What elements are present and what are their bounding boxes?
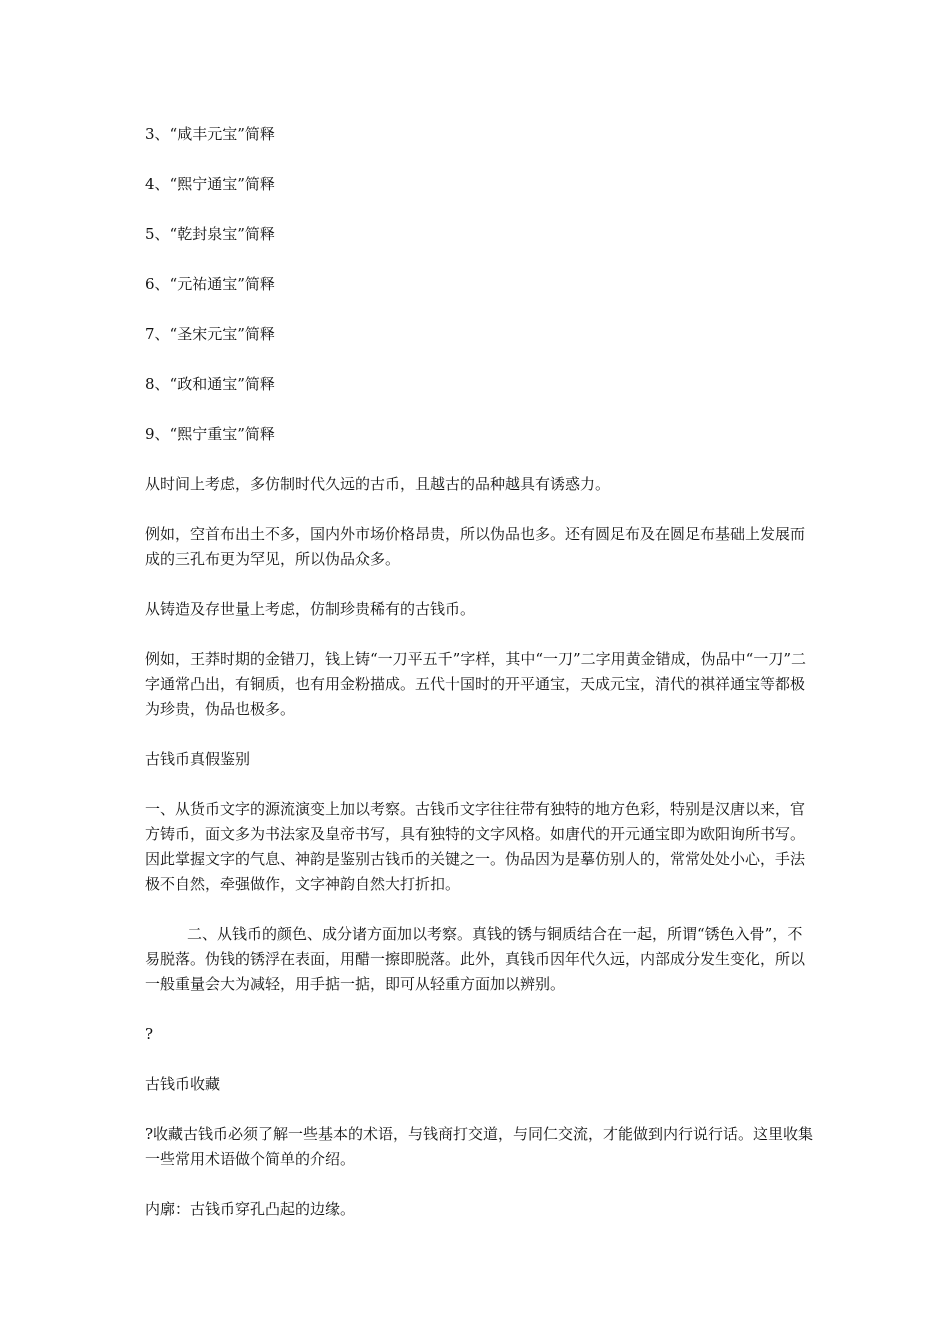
list-item-yuanyou: 6、“元祐通宝”简释 bbox=[145, 275, 275, 293]
list-item-zhenghe: 8、“政和通宝”简释 bbox=[145, 375, 275, 393]
list-item-xining-tongbao: 4、“熙宁通宝”简释 bbox=[145, 175, 275, 193]
paragraph-method-one: 一、从货币文字的源流演变上加以考察。古钱币文字往往带有独特的地方色彩，特别是汉唐以来，官方铸币，面文多为书法家及皇帝书写，具有独特的文字风格。如唐代的开元通宝即为欧阳询所书写。因此掌握文字的气息、神韵是鉴别古钱币的关键之一。伪品因为是摹仿别人的，常常处处小心，手法极不自然，牵强做作，文字神韵自然大打折扣。 bbox=[145, 800, 806, 893]
document-body bbox=[145, 122, 815, 1247]
section-heading-authentication: 古钱币真假鉴别 bbox=[145, 750, 251, 768]
paragraph-terminology-intro: ?收藏古钱币必须了解一些基本的术语，与钱商打交道，与同仁交流，才能做到内行说行话。这里收集一些常用术语做个简单的介绍。 bbox=[145, 1125, 814, 1168]
paragraph-term-neikuo: 内廓：古钱币穿孔凸起的边缘。 bbox=[145, 1200, 356, 1218]
paragraph-example-jincuodao: 例如，王莽时期的金错刀，钱上铸“一刀平五千”字样，其中“一刀”二字用黄金错成，伪品中“一刀”二字通常凸出，有铜质，也有用金粉描成。五代十国时的开平通宝，天成元宝，清代的祺祥通宝等都极为珍贵，伪品也极多。 bbox=[145, 650, 807, 718]
list-item-xining-zhongbao: 9、“熙宁重宝”简释 bbox=[145, 425, 275, 443]
paragraph-question-mark: ? bbox=[145, 1025, 154, 1043]
paragraph-method-two: 二、从钱币的颜色、成分诸方面加以考察。真钱的锈与铜质结合在一起，所谓“锈色入骨”，不易脱落。伪钱的锈浮在表面，用醋一擦即脱落。此外，真钱币因年代久远，内部成分发生变化，所以一般重量会大为减轻，用手掂一掂，即可从轻重方面加以辨别。 bbox=[145, 925, 806, 993]
list-item-qianfeng: 5、“乾封泉宝”简释 bbox=[145, 225, 275, 243]
paragraph-casting-consideration: 从铸造及存世量上考虑，仿制珍贵稀有的古钱币。 bbox=[145, 600, 476, 618]
paragraph-example-kongshoubu: 例如，空首布出土不多，国内外市场价格昂贵，所以伪品也多。还有圆足布及在圆足布基础上发展而成的三孔布更为罕见，所以伪品众多。 bbox=[145, 525, 806, 568]
paragraph-time-consideration: 从时间上考虑，多仿制时代久远的古币，且越古的品种越具有诱惑力。 bbox=[145, 475, 611, 493]
list-item-shengsong: 7、“圣宋元宝”简释 bbox=[145, 325, 275, 343]
list-item-xianfeng: 3、“咸丰元宝”简释 bbox=[145, 125, 275, 143]
section-heading-collecting: 古钱币收藏 bbox=[145, 1075, 221, 1093]
